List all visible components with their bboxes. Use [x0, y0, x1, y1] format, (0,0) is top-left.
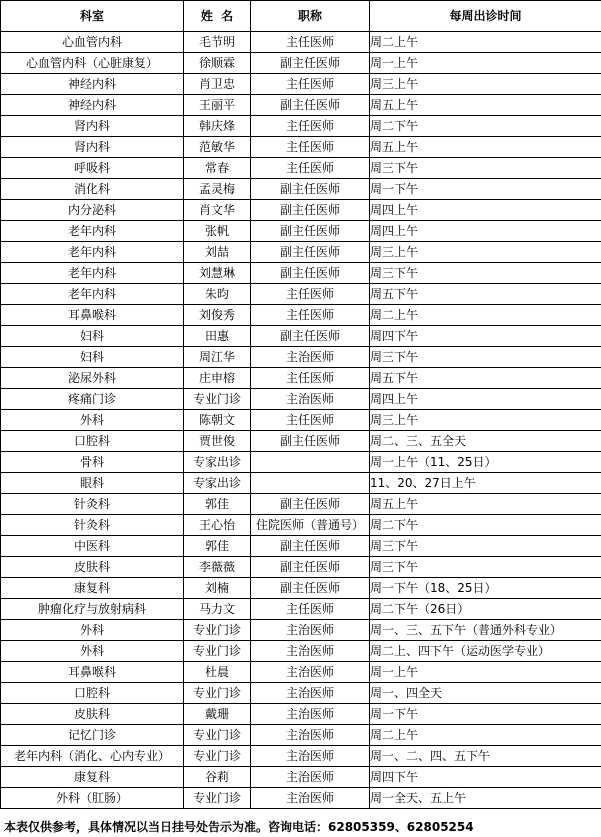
cell-title: 副主任医师	[251, 494, 370, 515]
table-row	[1, 158, 601, 179]
cell-doctor-name: 专家出诊	[184, 473, 251, 494]
cell-doctor-name: 李薇薇	[184, 557, 251, 578]
cell-title: 副主任医师	[251, 326, 370, 347]
table-row	[1, 641, 601, 662]
cell-schedule: 周四下午	[370, 767, 601, 788]
table-row	[1, 221, 601, 242]
table-row	[1, 179, 601, 200]
table-row	[1, 347, 601, 368]
cell-doctor-name: 专业门诊	[184, 641, 251, 662]
cell-title: 主治医师	[251, 641, 370, 662]
cell-department: 皮肤科	[1, 704, 184, 725]
cell-title: 主任医师	[251, 74, 370, 95]
cell-department: 妇科	[1, 347, 184, 368]
table-row	[1, 95, 601, 116]
table-row	[1, 242, 601, 263]
cell-schedule: 周五下午	[370, 284, 601, 305]
cell-title: 主治医师	[251, 746, 370, 767]
cell-title: 副主任医师	[251, 242, 370, 263]
cell-schedule: 周二上、四下午（运动医学专业）	[370, 641, 601, 662]
cell-title: 副主任医师	[251, 557, 370, 578]
table-row	[1, 200, 601, 221]
cell-title: 主治医师	[251, 662, 370, 683]
cell-doctor-name: 孟灵梅	[184, 179, 251, 200]
cell-department: 老年内科	[1, 263, 184, 284]
cell-doctor-name: 郭佳	[184, 536, 251, 557]
header-title: 职称	[251, 1, 370, 32]
table-row	[1, 305, 601, 326]
cell-title: 主任医师	[251, 137, 370, 158]
cell-department: 泌尿外科	[1, 368, 184, 389]
cell-doctor-name: 肖文华	[184, 200, 251, 221]
cell-title	[251, 473, 370, 494]
cell-schedule: 周二上午	[370, 725, 601, 746]
cell-schedule: 周二、三、五全天	[370, 431, 601, 452]
header-department: 科室	[1, 1, 184, 32]
cell-doctor-name: 朱昀	[184, 284, 251, 305]
cell-doctor-name: 专业门诊	[184, 746, 251, 767]
cell-schedule: 周三下午	[370, 536, 601, 557]
cell-schedule: 周一下午（18、25日）	[370, 578, 601, 599]
table-row	[1, 116, 601, 137]
cell-department: 神经内科	[1, 95, 184, 116]
table-row	[1, 326, 601, 347]
cell-schedule: 周三上午	[370, 410, 601, 431]
cell-title: 副主任医师	[251, 431, 370, 452]
cell-schedule: 周二上午	[370, 32, 601, 53]
cell-department: 针灸科	[1, 515, 184, 536]
cell-title: 主治医师	[251, 788, 370, 809]
table-row	[1, 263, 601, 284]
cell-doctor-name: 韩庆烽	[184, 116, 251, 137]
cell-department: 神经内科	[1, 74, 184, 95]
cell-schedule: 周一下午	[370, 704, 601, 725]
table-row	[1, 389, 601, 410]
table-row	[1, 368, 601, 389]
cell-schedule: 周三下午	[370, 347, 601, 368]
cell-schedule: 周三下午	[370, 158, 601, 179]
cell-doctor-name: 田惠	[184, 326, 251, 347]
cell-department: 康复科	[1, 578, 184, 599]
table-row	[1, 410, 601, 431]
cell-department: 骨科	[1, 452, 184, 473]
cell-schedule: 周四下午	[370, 326, 601, 347]
cell-doctor-name: 杜晨	[184, 662, 251, 683]
table-header-row	[1, 1, 601, 32]
cell-doctor-name: 专业门诊	[184, 389, 251, 410]
cell-schedule: 周四上午	[370, 389, 601, 410]
cell-schedule: 周五上午	[370, 137, 601, 158]
cell-doctor-name: 陈朝文	[184, 410, 251, 431]
table-row	[1, 452, 601, 473]
cell-schedule: 周三上午	[370, 242, 601, 263]
cell-title: 主任医师	[251, 305, 370, 326]
cell-schedule: 周四上午	[370, 221, 601, 242]
cell-doctor-name: 专业门诊	[184, 683, 251, 704]
cell-schedule: 周一、四全天	[370, 683, 601, 704]
cell-title: 主治医师	[251, 704, 370, 725]
cell-schedule: 周一全天、五上午	[370, 788, 601, 809]
cell-title: 副主任医师	[251, 221, 370, 242]
cell-title: 主治医师	[251, 389, 370, 410]
cell-title: 主治医师	[251, 725, 370, 746]
cell-schedule: 周五下午	[370, 368, 601, 389]
table-row	[1, 788, 601, 809]
cell-department: 老年内科	[1, 284, 184, 305]
cell-title: 主治医师	[251, 767, 370, 788]
cell-title: 副主任医师	[251, 200, 370, 221]
cell-title: 主任医师	[251, 284, 370, 305]
cell-schedule: 11、20、27日上午	[370, 473, 601, 494]
cell-schedule: 周二上午	[370, 305, 601, 326]
cell-title: 副主任医师	[251, 53, 370, 74]
cell-doctor-name: 刘俊秀	[184, 305, 251, 326]
cell-department: 眼科	[1, 473, 184, 494]
cell-schedule: 周一、三、五下午（普通外科专业）	[370, 620, 601, 641]
cell-title: 主任医师	[251, 158, 370, 179]
cell-department: 心血管内科	[1, 32, 184, 53]
cell-schedule: 周一下午	[370, 179, 601, 200]
table-row	[1, 137, 601, 158]
cell-title: 副主任医师	[251, 179, 370, 200]
cell-doctor-name: 王丽平	[184, 95, 251, 116]
cell-doctor-name: 王心怡	[184, 515, 251, 536]
cell-title: 主任医师	[251, 599, 370, 620]
cell-department: 针灸科	[1, 494, 184, 515]
cell-doctor-name: 刘喆	[184, 242, 251, 263]
cell-department: 记忆门诊	[1, 725, 184, 746]
table-row	[1, 599, 601, 620]
table-row	[1, 767, 601, 788]
cell-doctor-name: 常春	[184, 158, 251, 179]
cell-schedule: 周三下午	[370, 263, 601, 284]
cell-doctor-name: 专业门诊	[184, 725, 251, 746]
cell-department: 外科	[1, 641, 184, 662]
table-row	[1, 662, 601, 683]
cell-department: 中医科	[1, 536, 184, 557]
footer-note: 本表仅供参考，具体情况以当日挂号处告示为准。咨询电话：62805359、62805254	[4, 820, 474, 834]
cell-doctor-name: 专业门诊	[184, 788, 251, 809]
table-row	[1, 515, 601, 536]
cell-schedule: 周四上午	[370, 200, 601, 221]
cell-department: 耳鼻喉科	[1, 662, 184, 683]
cell-department: 消化科	[1, 179, 184, 200]
cell-doctor-name: 周江华	[184, 347, 251, 368]
table-row	[1, 284, 601, 305]
cell-title: 主任医师	[251, 410, 370, 431]
cell-doctor-name: 张帆	[184, 221, 251, 242]
cell-department: 老年内科	[1, 242, 184, 263]
cell-schedule: 周二下午	[370, 116, 601, 137]
cell-schedule: 周一上午（11、25日）	[370, 452, 601, 473]
cell-department: 呼吸科	[1, 158, 184, 179]
table-row	[1, 473, 601, 494]
cell-title: 住院医师（普通号）	[251, 515, 370, 536]
cell-doctor-name: 毛节明	[184, 32, 251, 53]
cell-schedule: 周二下午（26日）	[370, 599, 601, 620]
cell-schedule: 周一上午	[370, 53, 601, 74]
cell-title	[251, 452, 370, 473]
cell-doctor-name: 徐顺霖	[184, 53, 251, 74]
table-row	[1, 494, 601, 515]
cell-department: 口腔科	[1, 431, 184, 452]
cell-doctor-name: 专家出诊	[184, 452, 251, 473]
cell-doctor-name: 谷莉	[184, 767, 251, 788]
table-row	[1, 683, 601, 704]
cell-department: 口腔科	[1, 683, 184, 704]
table-row	[1, 536, 601, 557]
cell-schedule: 周三下午	[370, 557, 601, 578]
table-row	[1, 620, 601, 641]
cell-doctor-name: 贾世俊	[184, 431, 251, 452]
cell-title: 主任医师	[251, 116, 370, 137]
cell-title: 主任医师	[251, 368, 370, 389]
table-row	[1, 53, 601, 74]
table-row	[1, 74, 601, 95]
cell-title: 副主任医师	[251, 95, 370, 116]
table-row	[1, 704, 601, 725]
cell-department: 肾内科	[1, 137, 184, 158]
cell-title: 主治医师	[251, 347, 370, 368]
table-row	[1, 578, 601, 599]
cell-title: 主治医师	[251, 620, 370, 641]
table-row	[1, 746, 601, 767]
cell-department: 老年内科（消化、心内专业）	[1, 746, 184, 767]
cell-title: 主任医师	[251, 32, 370, 53]
table-row	[1, 725, 601, 746]
cell-department: 心血管内科（心脏康复）	[1, 53, 184, 74]
cell-schedule: 周一上午	[370, 662, 601, 683]
cell-schedule: 周一、二、四、五下午	[370, 746, 601, 767]
table-row	[1, 431, 601, 452]
cell-doctor-name: 专业门诊	[184, 620, 251, 641]
cell-schedule: 周二下午	[370, 515, 601, 536]
cell-department: 外科	[1, 620, 184, 641]
table-row	[1, 32, 601, 53]
table-row	[1, 557, 601, 578]
cell-doctor-name: 范敏华	[184, 137, 251, 158]
cell-department: 内分泌科	[1, 200, 184, 221]
cell-department: 耳鼻喉科	[1, 305, 184, 326]
cell-doctor-name: 庄申榕	[184, 368, 251, 389]
cell-department: 皮肤科	[1, 557, 184, 578]
cell-department: 肾内科	[1, 116, 184, 137]
cell-title: 副主任医师	[251, 578, 370, 599]
cell-title: 副主任医师	[251, 536, 370, 557]
cell-doctor-name: 马力文	[184, 599, 251, 620]
cell-department: 外科（肛肠）	[1, 788, 184, 809]
cell-department: 疼痛门诊	[1, 389, 184, 410]
cell-doctor-name: 肖卫忠	[184, 74, 251, 95]
cell-department: 外科	[1, 410, 184, 431]
cell-department: 老年内科	[1, 221, 184, 242]
cell-doctor-name: 戴珊	[184, 704, 251, 725]
cell-title: 主治医师	[251, 683, 370, 704]
cell-schedule: 周三上午	[370, 74, 601, 95]
cell-title: 副主任医师	[251, 263, 370, 284]
header-name: 姓 名	[184, 1, 251, 32]
cell-schedule: 周五上午	[370, 494, 601, 515]
cell-doctor-name: 刘楠	[184, 578, 251, 599]
table-body	[1, 32, 601, 809]
cell-doctor-name: 郭佳	[184, 494, 251, 515]
cell-doctor-name: 刘慧琳	[184, 263, 251, 284]
cell-schedule: 周五上午	[370, 95, 601, 116]
header-schedule: 每周出诊时间	[370, 1, 601, 32]
cell-department: 妇科	[1, 326, 184, 347]
cell-department: 康复科	[1, 767, 184, 788]
cell-department: 肿瘤化疗与放射病科	[1, 599, 184, 620]
